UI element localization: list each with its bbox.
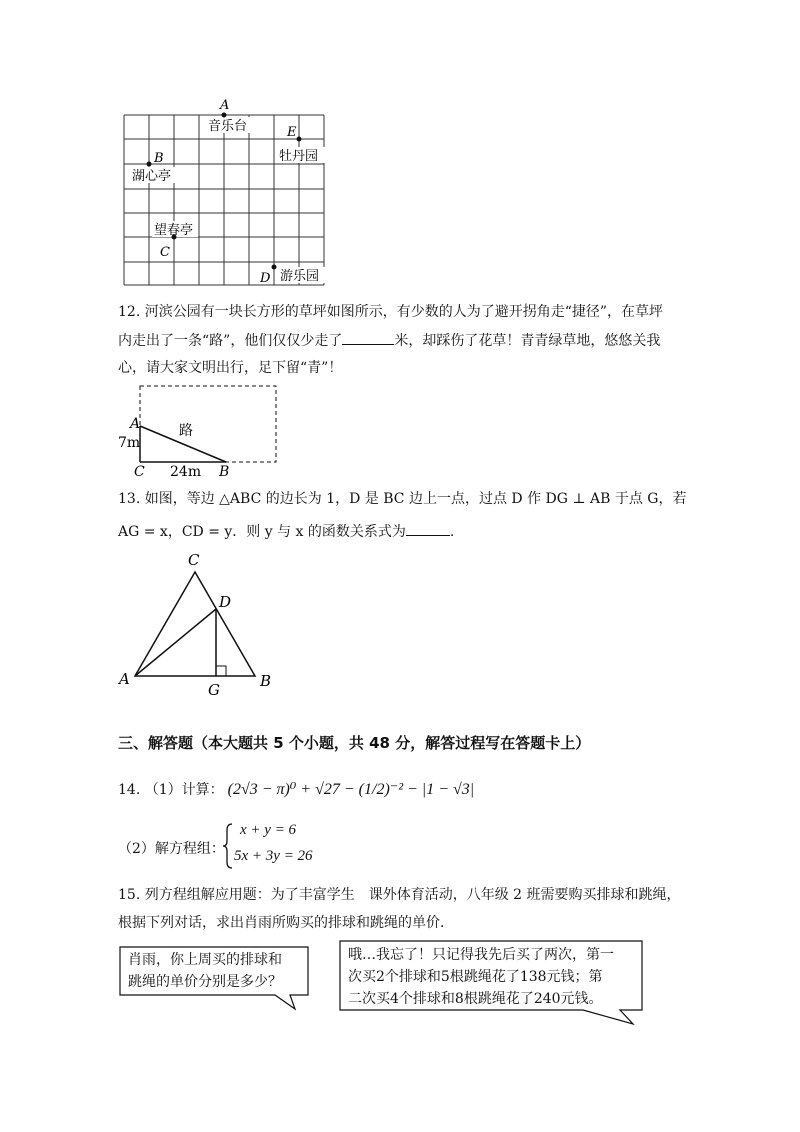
q14-part1-label: 14. （1）计算：	[118, 782, 224, 798]
lawn-figure	[115, 380, 285, 480]
label-spring-pavilion: 望春亭	[154, 223, 194, 238]
tri-label-g: G	[208, 681, 220, 699]
label-amusement-park: 游乐园	[280, 269, 320, 284]
q13-line2-b: .	[449, 524, 455, 540]
lawn-label-a: A	[130, 416, 141, 432]
q13-answer-blank[interactable]	[406, 521, 450, 536]
point-e	[297, 137, 302, 142]
q13-line2-a: AG = x，CD = y．则 y 与 x 的函数关系式为	[118, 524, 406, 540]
q12-line2	[118, 330, 660, 351]
q12-line2-b: 米，却踩伤了花草！青青绿草地，悠悠关我	[394, 333, 661, 349]
q14-part1-expression: (2√3 − π)⁰ + √27 − (1/2)⁻² − |1 − √3|	[227, 781, 475, 798]
bubble-right-line3: 二次买4个排球和8根跳绳花了240元钱。	[348, 991, 603, 1007]
tri-label-c: C	[188, 551, 200, 569]
label-peony-garden: 牡丹园	[279, 149, 319, 164]
q12-line3: 心，请大家文明出行，足下留“青”！	[118, 360, 343, 376]
tri-label-b: B	[260, 672, 272, 690]
lawn-label-road: 路	[179, 423, 193, 439]
equation-1: x + y = 6	[240, 822, 297, 838]
q12-line2-a: 内走出了一条“路”，他们仅仅少走了	[118, 333, 343, 349]
lawn-label-7m: 7m	[118, 435, 141, 451]
point-a	[222, 113, 227, 118]
bubble-right-line2: 次买2个排球和5根跳绳花了138元钱；第	[348, 969, 603, 985]
section-3-title: 三、解答题（本大题共 5 个小题，共 48 分，解答过程写在答题卡上）	[118, 734, 591, 752]
bubble-left-line2: 跳绳的单价分别是多少？	[128, 974, 282, 990]
equation-brace	[222, 822, 234, 870]
park-grid-map	[120, 95, 335, 290]
label-b: B	[154, 151, 164, 166]
label-e: E	[287, 125, 297, 140]
lawn-label-b: B	[219, 464, 230, 480]
bubble-right-line1: 哦…我忘了！只记得我先后买了两次，第一	[348, 947, 614, 963]
tri-label-d: D	[219, 593, 232, 611]
label-a: A	[220, 98, 230, 113]
label-d: D	[260, 271, 271, 286]
label-music-stage: 音乐台	[208, 119, 248, 134]
lawn-label-24m: 24m	[170, 464, 202, 480]
q13-line2	[118, 521, 454, 542]
q12-answer-blank[interactable]	[342, 330, 394, 345]
q15-line2: 根据下列对话，求出肖雨所购买的排球和跳绳的单价．	[118, 915, 454, 931]
q14-part1	[118, 779, 474, 799]
equation-2: 5x + 3y = 26	[234, 848, 313, 864]
bubble-left-line1: 肖雨，你上周买的排球和	[128, 952, 282, 968]
tri-label-a: A	[119, 670, 130, 688]
label-lake-pavilion: 湖心亭	[132, 169, 172, 184]
label-c: C	[160, 245, 170, 260]
point-b	[147, 162, 152, 167]
triangle-figure	[115, 545, 280, 700]
point-d	[272, 265, 277, 270]
q13-line1: 13. 如图，等边 △ABC 的边长为 1，D 是 BC 边上一点，过点 D 作 DG ⊥ AB 于点 G，若	[118, 491, 687, 507]
q12-line1: 12. 河滨公园有一块长方形的草坪如图所示，有少数的人为了避开拐角走“捷径”，在草坪	[118, 304, 664, 320]
lawn-label-c: C	[134, 464, 145, 480]
q14-part2-label: （2）解方程组：	[118, 841, 225, 857]
q15-line1: 15. 列方程组解应用题：为了丰富学生 课外体育活动，八年级 2 班需要购买排球和跳绳，	[118, 887, 681, 903]
